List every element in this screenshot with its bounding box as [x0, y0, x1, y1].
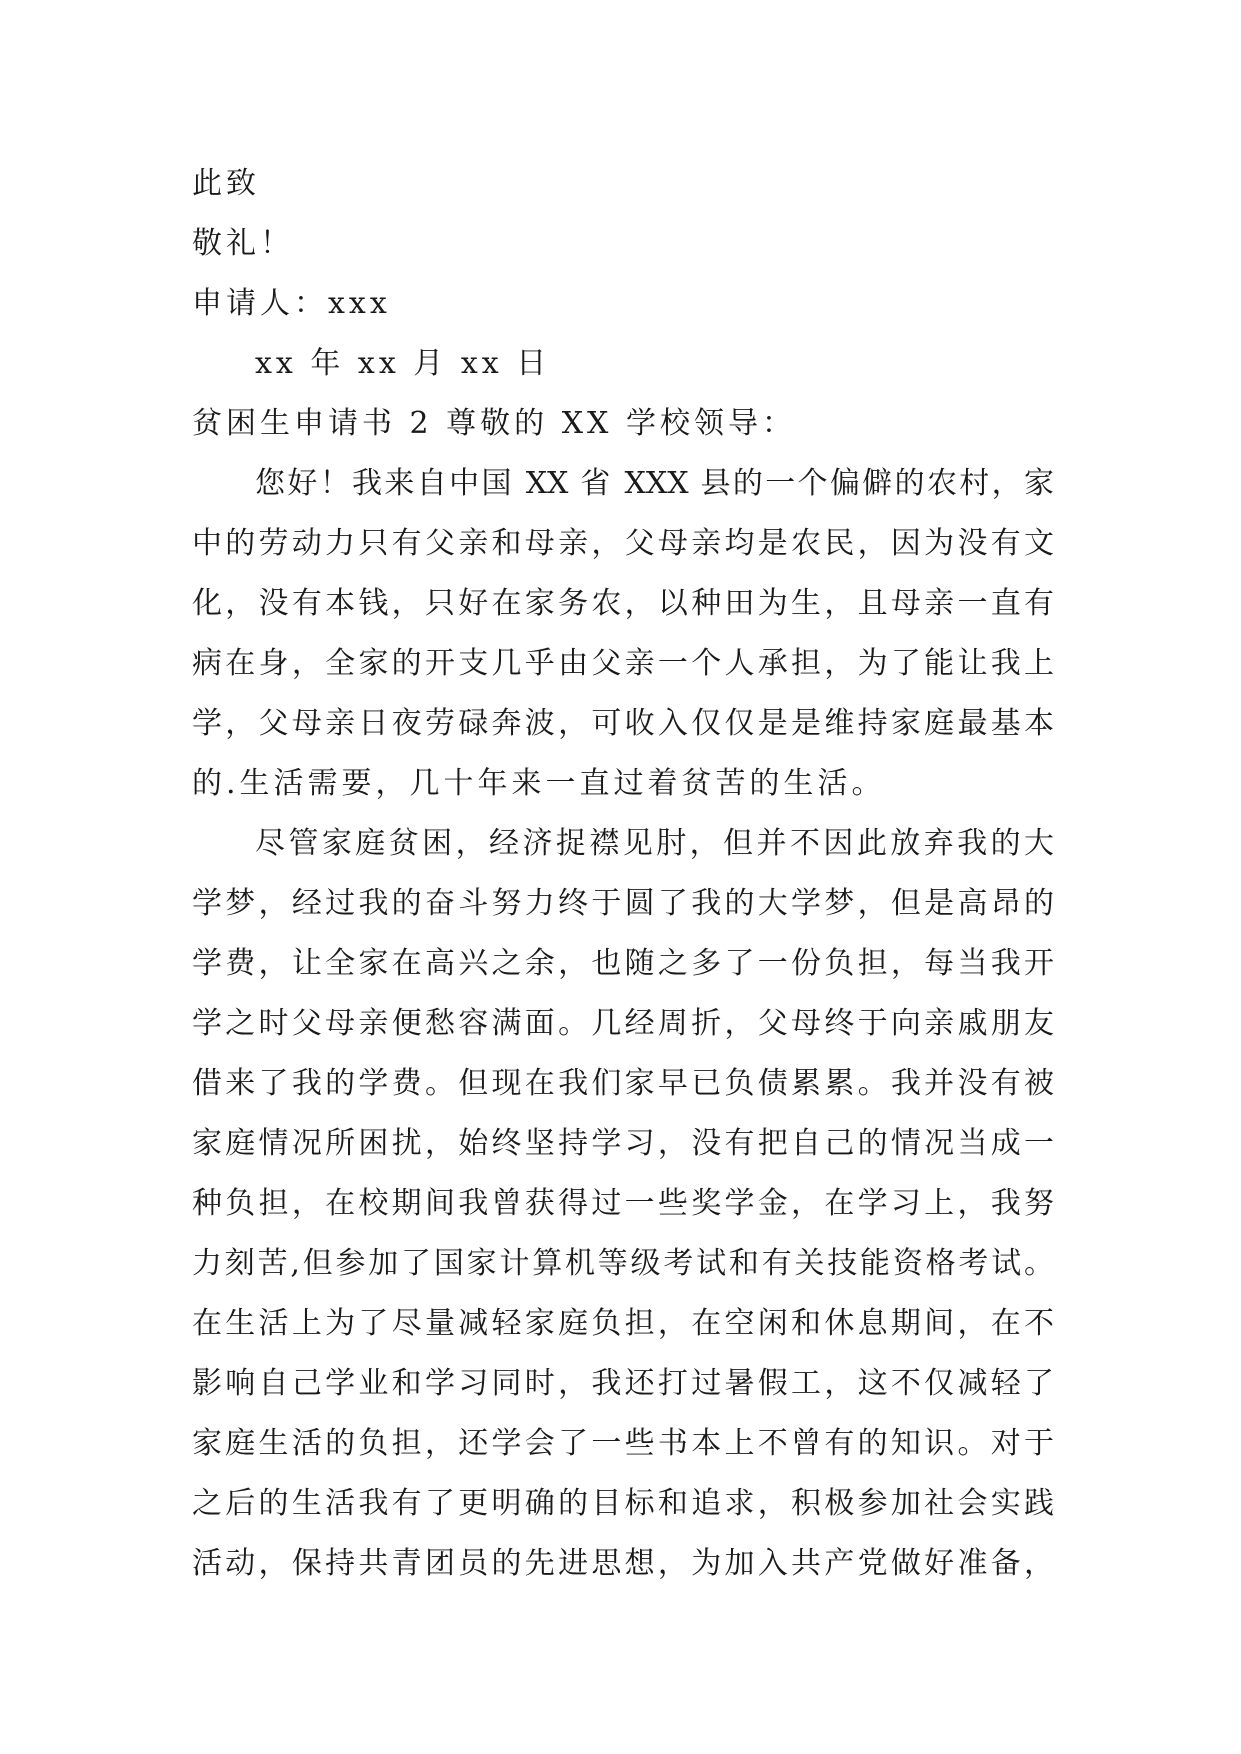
paragraph-line: 之后的生活我有了更明确的目标和追求，积极参加社会实践: [192, 1486, 1054, 1521]
paragraph-line: 影响自己学业和学习同时，我还打过暑假工，这不仅减轻了: [192, 1366, 1054, 1401]
letter-heading: 贫困生申请书 2 尊敬的 XX 学校领导：: [192, 406, 796, 441]
paragraph-line: 学梦，经过我的奋斗努力终于圆了我的大学梦，但是高昂的: [192, 886, 1054, 921]
paragraph-line: 化，没有本钱，只好在家务农，以种田为生，且母亲一直有: [192, 586, 1054, 621]
applicant-line: 申请人：xxx: [192, 286, 391, 321]
paragraph-line: 种负担，在校期间我曾获得过一些奖学金，在学习上，我努: [192, 1186, 1054, 1221]
paragraph-line: 学费，让全家在高兴之余，也随之多了一份负担，每当我开: [192, 946, 1054, 981]
paragraph-line: 学，父母亲日夜劳碌奔波，可收入仅仅是是维持家庭最基本: [192, 706, 1054, 741]
paragraph-line: 活动，保持共青团员的先进思想，为加入共产党做好准备，: [192, 1546, 1054, 1581]
date-line: xx 年 xx 月 xx 日: [255, 346, 551, 381]
paragraph-line: 尽管家庭贫困，经济捉襟见肘，但并不因此放弃我的大: [255, 826, 1054, 861]
paragraph-line: 在生活上为了尽量减轻家庭负担，在空闲和休息期间，在不: [192, 1306, 1054, 1341]
closing-jing-li: 敬礼！: [192, 226, 294, 261]
paragraph-line: 您好！我来自中国 XX 省 XXX 县的一个偏僻的农村，家: [255, 466, 1054, 501]
paragraph-line: 家庭情况所困扰，始终坚持学习，没有把自己的情况当成一: [192, 1126, 1054, 1161]
closing-ci-zhi: 此致: [192, 166, 260, 201]
paragraph-line: 家庭生活的负担，还学会了一些书本上不曾有的知识。对于: [192, 1426, 1054, 1461]
paragraph-line: 借来了我的学费。但现在我们家早已负债累累。我并没有被: [192, 1066, 1054, 1101]
paragraph-line: 中的劳动力只有父亲和母亲，父母亲均是农民，因为没有文: [192, 526, 1054, 561]
paragraph-line: 的.生活需要，几十年来一直过着贫苦的生活。: [192, 766, 886, 801]
paragraph-line: 力刻苦,但参加了国家计算机等级考试和有关技能资格考试。: [192, 1246, 1054, 1281]
paragraph-line: 病在身，全家的开支几乎由父亲一个人承担，为了能让我上: [192, 646, 1054, 681]
paragraph-line: 学之时父母亲便愁容满面。几经周折，父母终于向亲戚朋友: [192, 1006, 1054, 1041]
